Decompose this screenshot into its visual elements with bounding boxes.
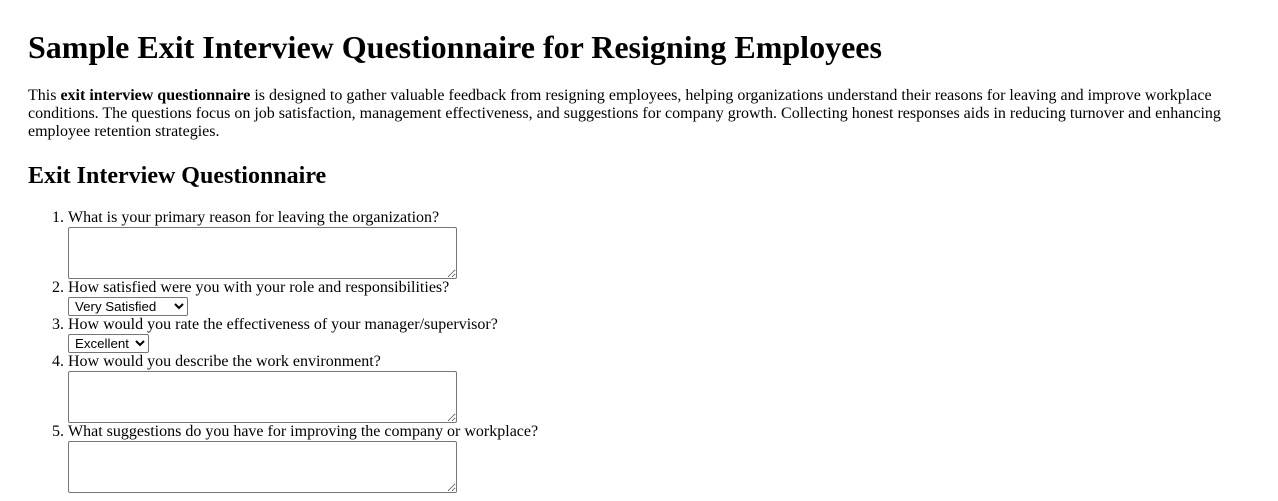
question-text: 2. How satisfied were you with your role and responsibilities?: [68, 279, 450, 296]
question-text: 4. How would you describe the work environment?: [68, 353, 381, 370]
question-text: 3. How would you rate the effectiveness of your manager/supervisor?: [68, 316, 498, 333]
question-list: [28, 209, 1250, 493]
question-item-3: [68, 316, 1250, 353]
intro-bold-term: exit interview questionnaire: [60, 87, 251, 104]
intro-suffix: is designed to gather valuable feedback from resigning employees, helping organizations understand their reasons for leaving and improve workplace conditions. The questions focus on job satisfaction, management effectiveness, and suggestions for company growth. Collecting honest responses aids in reducing turnover and enhancing employee retention strategies.: [28, 87, 1221, 140]
intro-prefix: This: [28, 87, 61, 104]
page-title: Sample Exit Interview Questionnaire for Resigning Employees: [28, 29, 882, 65]
reason-for-leaving-textarea[interactable]: [68, 227, 457, 279]
question-text: 1. What is your primary reason for leaving the organization?: [68, 209, 440, 226]
manager-rating-select[interactable]: [68, 334, 149, 353]
question-text: 5. What suggestions do you have for improving the company or workplace?: [68, 423, 539, 440]
improvement-suggestions-textarea[interactable]: [68, 441, 457, 493]
question-item-1: [68, 209, 1250, 279]
role-satisfaction-select[interactable]: [68, 297, 188, 316]
work-environment-textarea[interactable]: [68, 371, 457, 423]
question-item-5: [68, 423, 1250, 493]
intro-paragraph: [28, 87, 1250, 141]
section-title: Exit Interview Questionnaire: [28, 163, 327, 189]
question-item-2: [68, 279, 1250, 316]
question-item-4: [68, 353, 1250, 423]
